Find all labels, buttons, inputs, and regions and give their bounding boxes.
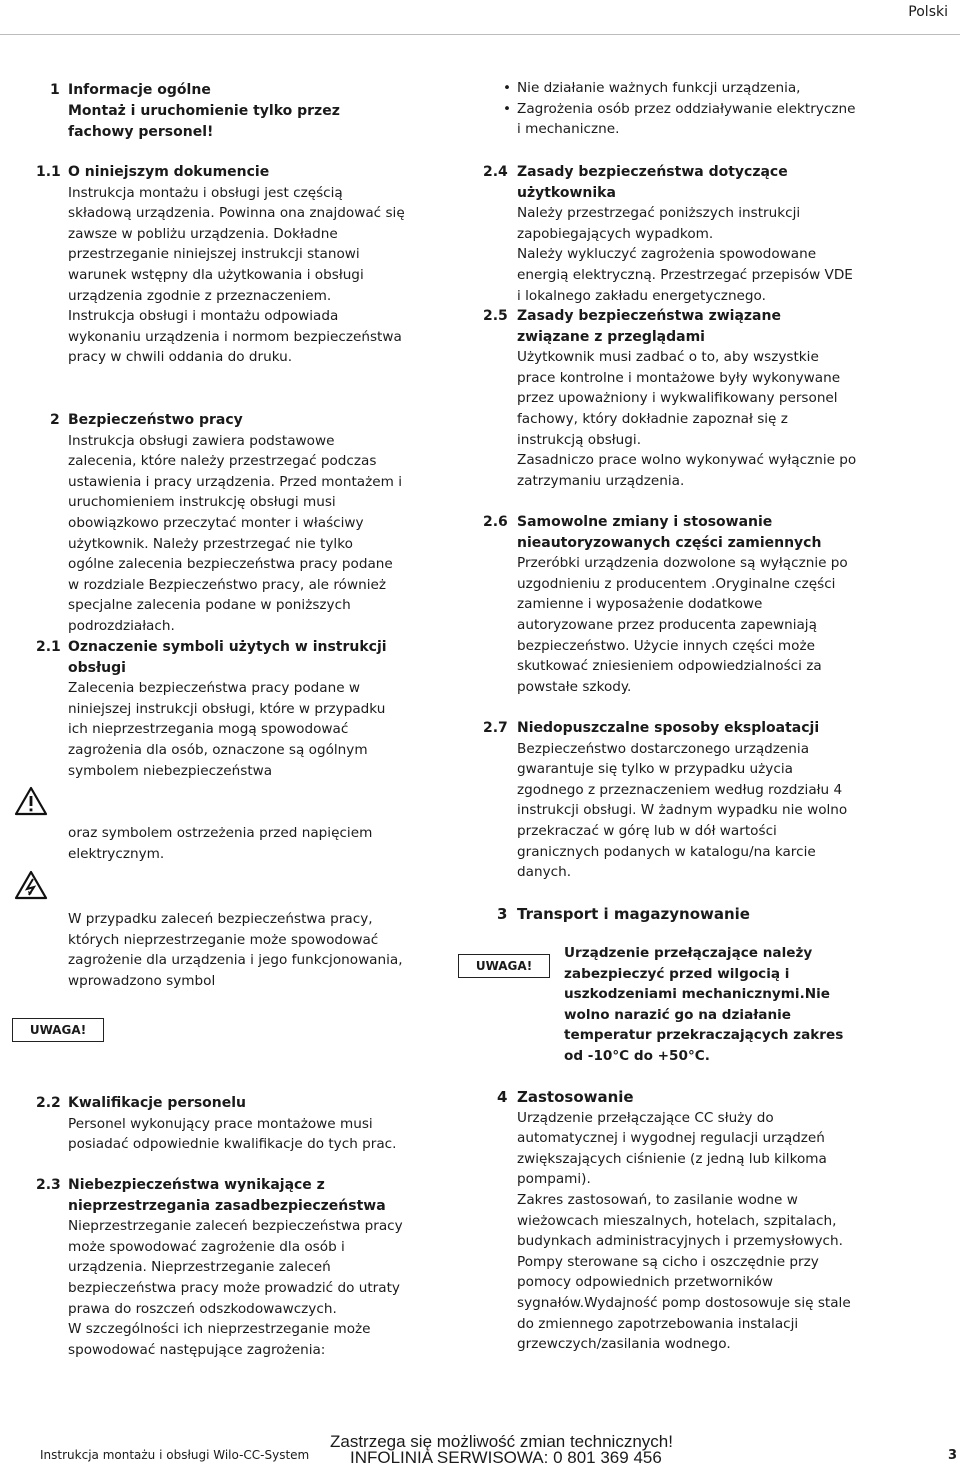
paragraph: Należy wykluczyć zagrożenia spowodowane energią elektryczną. Przestrzegać przepisów VDE i lokalnego zakładu energetycznego. (517, 246, 853, 304)
section-title: Samowolne zmiany i stosowanie nieautoryzowanych części zamiennych (517, 514, 822, 551)
footer-hotline: INFOLINIA SERWISOWA: 0 801 369 456 (350, 1448, 662, 1467)
paragraph: oraz symbolem ostrzeżenia przed napięciem elektrycznym. (68, 825, 373, 862)
paragraph: Zakres zastosowań, to zasilanie wodne w wieżowcach mieszalnych, hotelach, szpitalach, budynkach administracyjnych i przemysłowych. Pompy sterowane są cicho i oszczędnie przy pomocy odpowiednich przetworników sygnałów.Wydajność pomp dostosowuje się stale do zmiennego zapotrzebowania instalacji grzewczych/zasilania wodnego. (517, 1191, 851, 1353)
list-item: • Nie działanie ważnych funkcji urządzenia, (503, 78, 858, 99)
section-number: 2.3 (36, 1177, 61, 1193)
section-number: 1 (50, 82, 60, 98)
section-title: Zastosowanie (517, 1088, 634, 1106)
paragraph: W szczególności ich nieprzestrzeganie może spowodować następujące zagrożenia: (68, 1321, 371, 1358)
section-title: Niedopuszczalne sposoby eksploatacji (517, 720, 820, 736)
language-label: Polski (908, 4, 948, 20)
paragraph: Instrukcja montażu i obsługi jest częścią składową urządzenia. Powinna ona znajdować się zawsze w pobliżu urządzenia. Dokładne przestrzeganie niniejszej instrukcji stanowi warunek wstępny dla użytkowania i obsługi urządzenia zgodnie z przeznaczeniem. (68, 184, 405, 304)
section-title: Bezpieczeństwo pracy (68, 412, 243, 428)
warning-badge: UWAGA! (458, 954, 550, 978)
footer-notice: Zastrzega się możliwość zmian technicznych! (330, 1432, 673, 1451)
section-title: O niniejszym dokumencie (68, 164, 270, 180)
hazard-list (503, 78, 858, 140)
section-number: 2.7 (483, 720, 508, 736)
header-divider (0, 34, 960, 35)
paragraph: Instrukcja obsługi zawiera podstawowe zalecenia, które należy przestrzegać podczas ustawienia i pracy urządzenia. Przed montażem i uruchomieniem instrukcję obsługi musi obowiązkowo przeczytać monter i właściwy użytkownik. Należy przestrzegać nie tylko ogólne zalecenia bezpieczeństwa pracy podane w rozdziale Bezpieczeństwo pracy, ale również specjalne zalecenia podane w poniższych podrozdziałach. (68, 432, 402, 634)
paragraph: Nieprzestrzeganie zaleceń bezpieczeństwa pracy może spowodować zagrożenie dla osób i urządzenia. Nieprzestrzeganie zaleceń bezpieczeństwa pracy może prowadzić do utraty prawa do roszczeń odszkodowawczych. (68, 1218, 403, 1317)
general-danger-icon (14, 786, 48, 816)
section-number: 2.6 (483, 514, 508, 530)
section-subtitle: Montaż i uruchomienie tylko przez fachowy personel! (68, 103, 340, 140)
section-title: Transport i magazynowanie (517, 905, 750, 923)
page-number: 3 (948, 1448, 958, 1463)
section-title: Zasady bezpieczeństwa związane związane z przeglądami (517, 308, 781, 345)
warning-badge: UWAGA! (12, 1018, 104, 1042)
section-title: Niebezpieczeństwa wynikające z nieprzestrzegania zasadbezpieczeństwa (68, 1177, 386, 1214)
section-title: Kwalifikacje personelu (68, 1095, 247, 1111)
section-number: 2.5 (483, 308, 508, 324)
paragraph: Użytkownik musi zadbać o to, aby wszystkie prace kontrolne i montażowe były wykonywane przez upoważniony i wykwalifikowany personel fachowy, który dokładnie zapoznał się z instrukcją obsługi. (517, 349, 841, 448)
paragraph: Personel wykonujący prace montażowe musi posiadać odpowiednie kwalifikacje do tych prac. (68, 1115, 397, 1153)
section-number: 2.1 (36, 639, 61, 655)
section-number: 1.1 (36, 164, 61, 180)
list-item: • Zagrożenia osób przez oddziaływanie elektryczne i mechaniczne. (503, 99, 858, 140)
paragraph: Przeróbki urządzenia dozwolone są wyłącznie po uzgodnieniu z producentem .Oryginalne części zamienne i wyposażenie dodatkowe autoryzowane przez producenta zapewniają bezpieczeństwo. Użycie innych części może skutkować zniesieniem odpowiedzialności za powstałe szkody. (517, 555, 848, 695)
section-number: 2.2 (36, 1095, 61, 1111)
section-title: Informacje ogólne (68, 82, 211, 98)
paragraph: Bezpieczeństwo dostarczonego urządzenia gwarantuje się tylko w przypadku użycia zgodnego z przeznaczeniem według rozdziału 4 instrukcji obsługi. W żadnym wypadku nie wolno przekraczać w górę lub w dół wartości granicznych podanych w katalogu/na karcie danych. (517, 740, 848, 881)
footer-doc-title: Instrukcja montażu i obsługi Wilo-CC-System (40, 1448, 310, 1462)
paragraph: Instrukcja obsługi i montażu odpowiada wykonaniu urządzenia i normom bezpieczeństwa pracy w chwili oddania do druku. (68, 308, 402, 366)
warning-text: Urządzenie przełączające należy zabezpieczyć przed wilgocią i uszkodzeniami mechanicznymi.Nie wolno narazić go na działanie temperatur przekraczających zakres od -10°C do +50°C. (564, 945, 844, 1064)
section-number: 2 (50, 412, 60, 428)
paragraph: Należy przestrzegać poniższych instrukcji zapobiegających wypadkom. (517, 205, 801, 242)
section-number: 3 (497, 905, 508, 923)
paragraph: W przypadku zaleceń bezpieczeństwa pracy, których nieprzestrzeganie może spowodować zagrożenie dla urządzenia i jego funkcjonowania, wprowadzono symbol (68, 911, 403, 989)
electric-hazard-icon (14, 870, 48, 900)
section-number: 4 (497, 1088, 508, 1106)
paragraph: Urządzenie przełączające CC służy do automatycznej i wygodnej regulacji urządzeń zwiększających ciśnienie (z jedną lub kilkoma pompami). (517, 1109, 827, 1188)
section-title: Zasady bezpieczeństwa dotyczące użytkownika (517, 164, 788, 201)
paragraph: Zasadniczo prace wolno wykonywać wyłącznie po zatrzymaniu urządzenia. (517, 452, 857, 489)
paragraph: Zalecenia bezpieczeństwa pracy podane w niniejszej instrukcji obsługi, które w przypadku ich nieprzestrzegania mogą spowodować zagrożenia dla osób, oznaczone są ogólnym symbolem niebezpieczeństwa (68, 680, 386, 779)
section-title: Oznaczenie symboli użytych w instrukcji obsługi (68, 639, 387, 676)
section-number: 2.4 (483, 164, 508, 180)
